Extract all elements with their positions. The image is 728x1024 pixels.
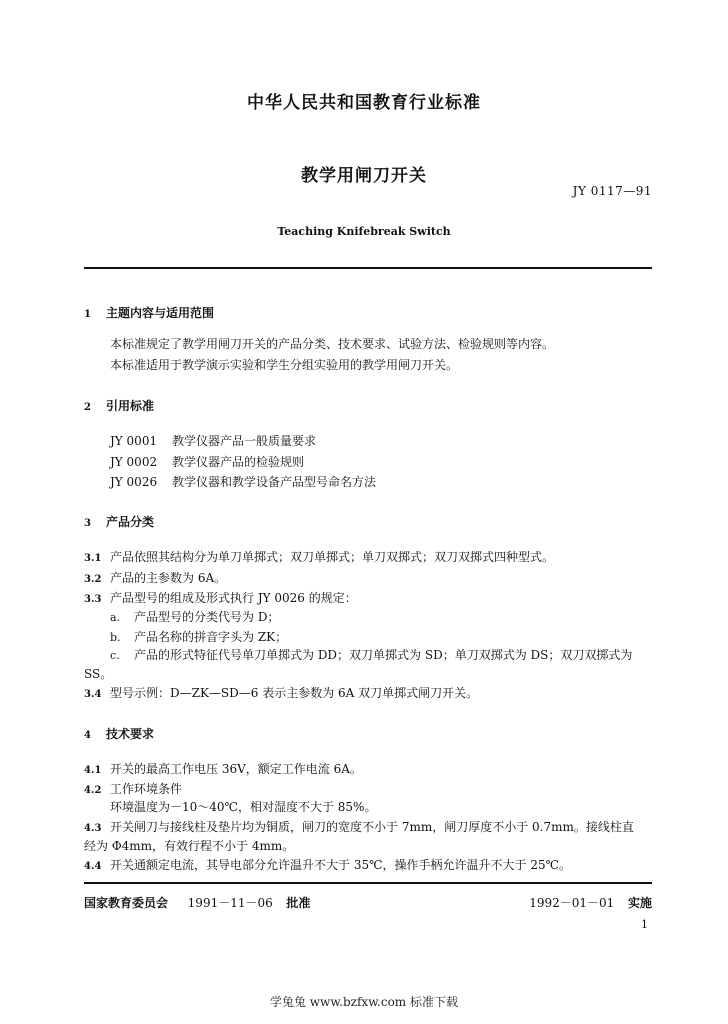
clause-text: 产品依照其结构分为单刀单掷式；双刀单掷式；单刀双掷式；双刀双掷式四种型式。 — [110, 550, 555, 564]
clause-4-4 — [84, 858, 571, 874]
implementation-info — [529, 894, 652, 911]
reference-item — [110, 434, 316, 450]
clause-3-2 — [84, 571, 226, 587]
approval-date: 1991－11－06 — [187, 896, 273, 910]
reference-item — [110, 455, 304, 471]
approval-label: 批准 — [286, 896, 311, 910]
sub-item-b — [110, 630, 287, 646]
clause-number: 3.1 — [84, 553, 102, 564]
clause-text: 开关的最高工作电压 36V，额定工作电流 6A。 — [110, 762, 362, 776]
sub-item-text: 产品型号的分类代号为 D； — [134, 610, 280, 624]
standard-code: JY 0117—91 — [572, 184, 652, 198]
issuer: 国家教育委员会 — [84, 896, 169, 910]
header-divider — [84, 267, 652, 269]
reference-item — [110, 475, 376, 491]
clause-number: 3.4 — [84, 689, 102, 700]
clause-3-1 — [84, 550, 554, 566]
section-3-heading — [84, 513, 154, 530]
reference-code: JY 0001 — [110, 434, 158, 448]
sub-item-label: c. — [110, 649, 120, 662]
site-watermark: 学兔兔 www.bzfxw.com 标准下载 — [269, 995, 459, 1009]
section-1-heading — [84, 304, 214, 321]
section-title: 引用标准 — [106, 399, 155, 413]
section-title: 主题内容与适用范围 — [106, 306, 215, 320]
document-title: 教学用闸刀开关 — [301, 166, 427, 186]
sub-item-label: a. — [110, 611, 121, 624]
page-number: 1 — [641, 918, 648, 931]
clause-3-4 — [84, 686, 478, 702]
sub-item-label: b. — [110, 631, 121, 644]
sub-item-a — [110, 610, 279, 626]
section-title: 产品分类 — [106, 515, 155, 529]
clause-4-3-continuation: 经为 Φ4mm，有效行程不小于 4mm。 — [84, 839, 295, 853]
clause-text: 产品型号的组成及形式执行 JY 0026 的规定： — [110, 591, 357, 605]
clause-number: 4.2 — [84, 785, 102, 796]
section-1-paragraph-2: 本标准适用于教学演示实验和学生分组实验用的教学用闸刀开关。 — [110, 358, 459, 372]
clause-number: 4.4 — [84, 861, 102, 872]
sub-item-text: 产品的形式特征代号单刀单掷式为 DD；双刀单掷式为 SD；单刀双掷式为 DS；双刀双掷式为 — [134, 648, 633, 662]
implementation-label: 实施 — [627, 896, 652, 910]
clause-number: 3.3 — [84, 594, 102, 605]
sub-item-text: 产品名称的拼音字头为 ZK； — [134, 630, 288, 644]
section-number: 2 — [84, 402, 91, 413]
clause-4-3 — [84, 820, 634, 836]
clause-text: 工作环境条件 — [110, 782, 183, 796]
clause-3-3 — [84, 591, 357, 607]
section-number: 3 — [84, 518, 91, 529]
clause-4-2 — [84, 782, 182, 798]
clause-number: 3.2 — [84, 574, 102, 585]
clause-number: 4.1 — [84, 765, 102, 776]
standard-category-title: 中华人民共和国教育行业标准 — [247, 93, 481, 113]
section-1-paragraph-1: 本标准规定了教学用闸刀开关的产品分类、技术要求、试验方法、检验规则等内容。 — [110, 337, 555, 351]
section-number: 4 — [84, 730, 91, 741]
clause-text: 开关通额定电流，其导电部分允许温升不大于 35℃，操作手柄允许温升不大于 25℃。 — [110, 858, 572, 872]
approval-info — [84, 894, 310, 911]
implementation-date: 1992－01－01 — [529, 896, 615, 910]
sub-item-c — [110, 648, 632, 664]
reference-title: 教学仪器和教学设备产品型号命名方法 — [172, 475, 377, 489]
reference-title: 教学仪器产品一般质量要求 — [172, 434, 317, 448]
section-2-heading — [84, 397, 154, 414]
reference-code: JY 0002 — [110, 455, 158, 469]
clause-4-2-detail: 环境温度为－10～40℃，相对湿度不大于 85%。 — [110, 800, 377, 814]
clause-text: 开关闸刀与接线柱及垫片均为铜质，闸刀的宽度不小于 7mm，闸刀厚度不小于 0.7mm。接线柱直 — [110, 820, 634, 834]
reference-title: 教学仪器产品的检验规则 — [172, 455, 305, 469]
section-4-heading — [84, 725, 154, 742]
sub-item-c-continuation: SS。 — [84, 667, 113, 681]
english-title: Teaching Knifebreak Switch — [277, 225, 451, 238]
reference-code: JY 0026 — [110, 475, 158, 489]
clause-text: 产品的主参数为 6A。 — [110, 571, 227, 585]
section-title: 技术要求 — [106, 727, 155, 741]
clause-number: 4.3 — [84, 823, 102, 834]
clause-text: 型号示例：D—ZK—SD—6 表示主参数为 6A 双刀单掷式闸刀开关。 — [110, 686, 479, 700]
clause-4-1 — [84, 762, 362, 778]
section-number: 1 — [84, 309, 91, 320]
footer-divider — [84, 882, 652, 884]
